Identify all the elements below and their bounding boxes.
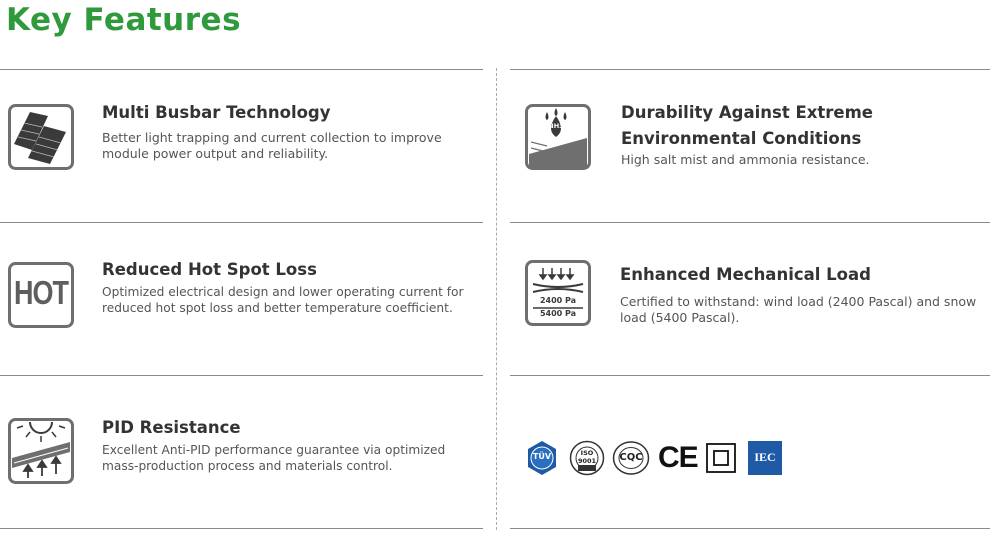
feature-description: Optimized electrical design and lower operating current for reduced hot spot loss and better temperature coefficient. <box>102 285 464 315</box>
feature-description: Excellent Anti-PID performance guarantee via optimized mass-production process and materials control. <box>102 443 446 473</box>
iec-text: IEC <box>754 450 776 464</box>
divider <box>0 375 483 376</box>
divider <box>510 375 990 376</box>
feature-title: Enhanced Mechanical Load <box>620 265 871 284</box>
divider <box>510 222 990 223</box>
ce-text: CE <box>658 441 698 474</box>
class-ii-symbol <box>706 443 736 477</box>
busbar-cells-icon <box>8 104 74 170</box>
cqc-logo <box>612 440 650 480</box>
feature-title: Multi Busbar Technology <box>102 103 331 122</box>
ammonia-drop-icon <box>525 104 591 170</box>
pid-sun-panel-icon <box>8 418 74 484</box>
feature-description: High salt mist and ammonia resistance. <box>621 152 870 167</box>
iec-logo <box>748 441 782 479</box>
tuv-text: TÜV <box>532 452 552 461</box>
hot-label: HOT <box>14 274 68 312</box>
divider <box>0 69 483 70</box>
column-divider <box>496 68 497 530</box>
iso9001-logo <box>569 440 605 480</box>
page-title: Key Features <box>6 2 242 38</box>
divider <box>0 222 483 223</box>
load-label-bottom: 5400 Pa <box>539 309 577 318</box>
feature-description: Certified to withstand: wind load (2400 Pascal) and snow load (5400 Pascal). <box>620 294 977 325</box>
iso-text: ISO 9001 <box>577 449 597 465</box>
cqc-text: CQC <box>619 452 643 463</box>
mechanical-load-icon <box>525 260 591 326</box>
feature-description: Better light trapping and current collection to improve module power output and reliability. <box>102 130 442 161</box>
divider <box>0 528 483 529</box>
divider <box>510 69 990 70</box>
hot-icon <box>8 262 74 328</box>
feature-title: Reduced Hot Spot Loss <box>102 260 317 279</box>
ce-mark <box>658 440 698 476</box>
divider <box>510 528 990 529</box>
load-label-top: 2400 Pa <box>539 296 577 305</box>
tuv-logo <box>524 440 560 480</box>
feature-title: Durability Against Extreme Environmental Conditions <box>621 103 873 148</box>
ammonia-label: NH3 <box>548 122 564 130</box>
feature-title: PID Resistance <box>102 418 241 437</box>
